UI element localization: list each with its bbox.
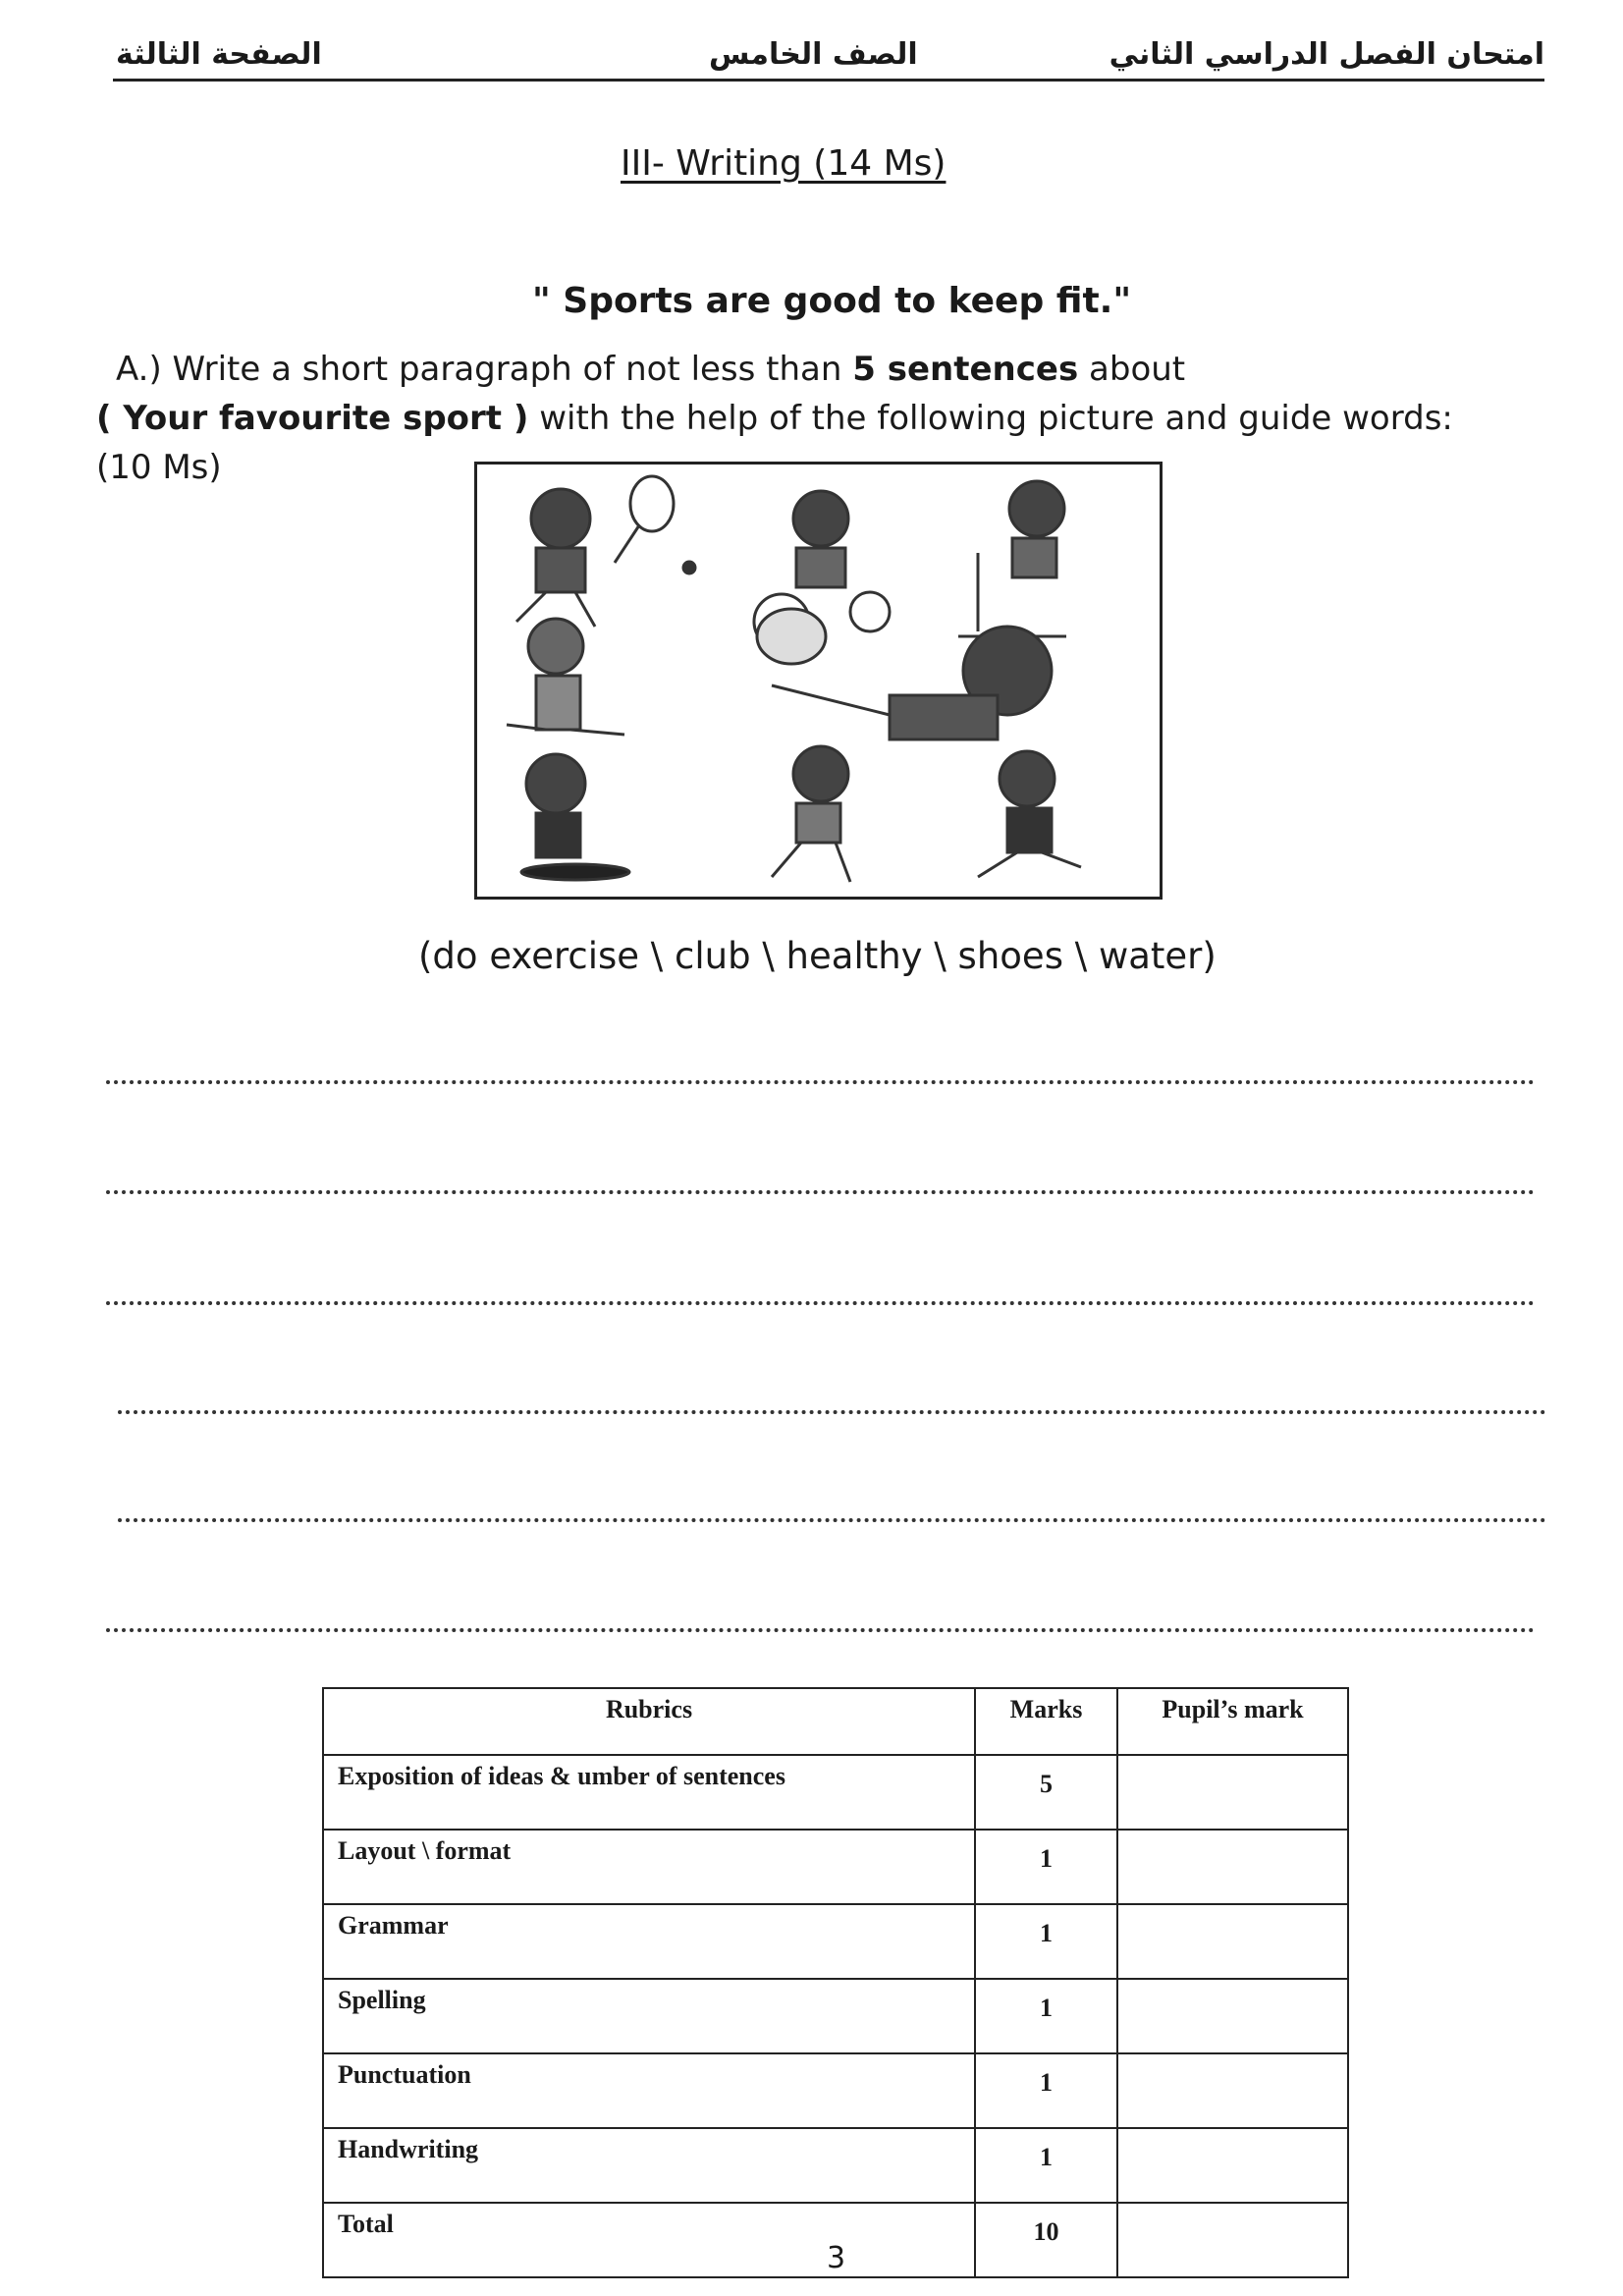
pupil-mark-header: Pupil’s mark [1117,1688,1348,1755]
page-label: الصفحة الثالثة [116,37,322,72]
pupil-mark-cell[interactable] [1117,2128,1348,2203]
instruction-prefix: A.) Write a short paragraph of not less than [116,350,853,389]
page-number: 3 [827,2241,846,2275]
header-divider [113,79,1544,82]
rubric-label: Grammar [323,1904,975,1979]
table-row [323,1979,1348,2053]
rubric-label: Handwriting [323,2128,975,2203]
sports-kids-image [477,465,1160,897]
rubric-marks: 5 [975,1755,1117,1830]
rubric-marks: 1 [975,2128,1117,2203]
table-row [323,1904,1348,1979]
rubric-table [322,1687,1349,2278]
table-row [323,2053,1348,2128]
instruction-line-1 [116,350,1185,389]
answer-line[interactable] [106,1190,1535,1194]
rubric-marks: 1 [975,1979,1117,2053]
answer-line[interactable] [106,1301,1535,1305]
table-row [323,1755,1348,1830]
sentence-count: 5 sentences [852,350,1079,389]
rubric-label: Exposition of ideas & umber of sentences [323,1755,975,1830]
pupil-mark-cell[interactable] [1117,2203,1348,2277]
rubrics-header: Rubrics [323,1688,975,1755]
table-row [323,2128,1348,2203]
table-row [323,1830,1348,1904]
rubric-marks: 10 [975,2203,1117,2277]
section-title: III- Writing (14 Ms) [621,143,947,184]
instruction-line-2 [96,399,1453,438]
pupil-mark-cell[interactable] [1117,1755,1348,1830]
rubric-header-row [323,1688,1348,1755]
instruction-rest: with the help of the following picture and guide words: [528,399,1453,438]
exam-title: امتحان الفصل الدراسي الثاني [1109,37,1544,72]
sports-illustration [474,462,1163,900]
pupil-mark-cell[interactable] [1117,1904,1348,1979]
rubric-marks: 1 [975,1830,1117,1904]
rubric-label: Punctuation [323,2053,975,2128]
guide-words: (do exercise \ club \ healthy \ shoes \ water) [418,935,1217,977]
rubric-marks: 1 [975,2053,1117,2128]
rubric-label: Total [323,2203,975,2277]
instruction-marks: (10 Ms) [96,448,222,487]
instruction-suffix: about [1078,350,1186,389]
instruction-topic: ( Your favourite sport ) [96,399,529,438]
rubric-label: Layout \ format [323,1830,975,1904]
grade-label: الصف الخامس [709,37,918,72]
pupil-mark-cell[interactable] [1117,1979,1348,2053]
answer-line[interactable] [118,1518,1546,1522]
answer-line[interactable] [106,1628,1535,1632]
pupil-mark-cell[interactable] [1117,2053,1348,2128]
pupil-mark-cell[interactable] [1117,1830,1348,1904]
rubric-marks: 1 [975,1904,1117,1979]
answer-line[interactable] [106,1080,1535,1084]
motto: " Sports are good to keep fit." [532,281,1132,321]
answer-line[interactable] [118,1410,1546,1414]
rubric-label: Spelling [323,1979,975,2053]
marks-header: Marks [975,1688,1117,1755]
